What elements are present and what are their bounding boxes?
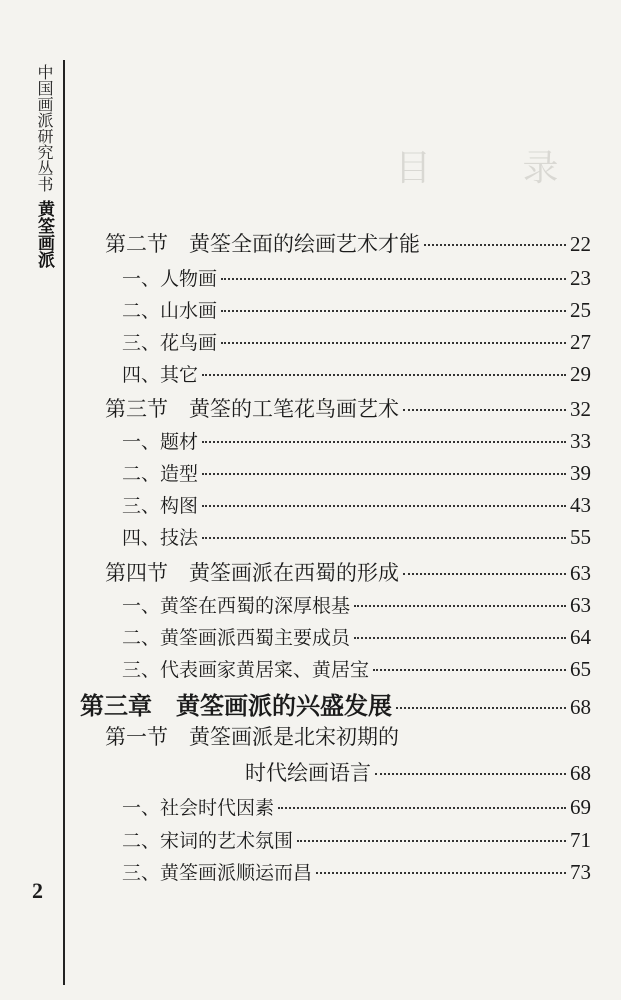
- leader-dots: [403, 572, 566, 575]
- toc-entry: [122, 858, 591, 885]
- toc-entry: [122, 360, 591, 387]
- toc-entry-label: 三、构图: [122, 495, 199, 517]
- page-number: 2: [32, 878, 43, 903]
- leader-dots: [202, 440, 566, 443]
- toc-entry-page: 43: [570, 493, 591, 517]
- toc-entry-label: 第三章 黄筌画派的兴盛发展: [80, 692, 392, 720]
- toc-entry: [122, 459, 591, 486]
- leader-dots: [221, 277, 566, 280]
- toc-entry-label: 四、其它: [122, 364, 199, 386]
- toc-entry: [122, 793, 591, 820]
- leader-dots: [202, 536, 566, 539]
- toc-entry-label: 一、黄筌在西蜀的深厚根基: [122, 595, 351, 617]
- toc-entry: [105, 393, 591, 423]
- leader-dots: [297, 839, 566, 842]
- toc-entry-continuation: [245, 757, 591, 787]
- toc-entry-label: 一、社会时代因素: [122, 797, 275, 819]
- bleed-through-heading: 目 录: [395, 148, 599, 189]
- toc-entry-label: 三、黄筌画派顺运而昌: [122, 862, 313, 884]
- leader-dots: [354, 604, 566, 607]
- leader-dots: [424, 243, 566, 246]
- toc-entry-label: 二、宋词的艺术氛围: [122, 830, 294, 852]
- leader-dots: [221, 309, 566, 312]
- toc-entry: [105, 228, 591, 258]
- toc-entry-page: 68: [570, 695, 591, 719]
- leader-dots: [221, 341, 566, 344]
- toc-entry: [122, 826, 591, 853]
- toc-entry-label: 时代绘画语言: [245, 761, 371, 785]
- toc-entry-page: 65: [570, 657, 591, 681]
- toc-entry: [122, 427, 591, 454]
- toc-entry-page: 68: [570, 761, 591, 785]
- toc-entry: [122, 328, 591, 355]
- toc-entry-label: 三、代表画家黄居寀、黄居宝: [122, 659, 370, 681]
- toc-entry-page: 22: [570, 232, 591, 256]
- toc-entry-label: 二、黄筌画派西蜀主要成员: [122, 627, 351, 649]
- leader-dots: [278, 806, 566, 809]
- toc-entry-label: 第三节 黄筌的工笔花鸟画艺术: [105, 397, 399, 421]
- toc-entry-label: 三、花鸟画: [122, 332, 218, 354]
- toc-entry: [122, 623, 591, 650]
- toc-entry-label: 一、题材: [122, 431, 199, 453]
- toc-entry-label: 第一节 黄筌画派是北宋初期的: [105, 725, 399, 749]
- toc-entry: [122, 523, 591, 550]
- leader-dots: [202, 472, 566, 475]
- toc-entry-page: 33: [570, 429, 591, 453]
- toc-entry-page: 23: [570, 266, 591, 290]
- book-title: 黄筌画派: [34, 200, 54, 268]
- toc-entry-label: 一、人物画: [122, 268, 218, 290]
- series-name: 中国画派研究丛书: [35, 64, 54, 192]
- toc-entry-label: 第四节 黄筌画派在西蜀的形成: [105, 561, 399, 585]
- toc-entry-page: 25: [570, 298, 591, 322]
- leader-dots: [396, 706, 566, 709]
- toc-entry-label: 二、造型: [122, 463, 199, 485]
- toc-entry-label: 第二节 黄筌全面的绘画艺术才能: [105, 232, 420, 256]
- leader-dots: [354, 636, 566, 639]
- leader-dots: [373, 668, 566, 671]
- toc-entry: [105, 721, 399, 751]
- leader-dots: [202, 373, 566, 376]
- toc-entry-label: 四、技法: [122, 527, 199, 549]
- toc-entry-page: 63: [570, 561, 591, 585]
- leader-dots: [403, 408, 566, 411]
- toc-entry-page: 39: [570, 461, 591, 485]
- toc-entry: [122, 591, 591, 618]
- leader-dots: [316, 871, 566, 874]
- toc-entry: [122, 491, 591, 518]
- toc-entry-page: 71: [570, 828, 591, 852]
- toc-entry-page: 27: [570, 330, 591, 354]
- toc-entry-page: 63: [570, 593, 591, 617]
- leader-dots: [375, 772, 566, 775]
- toc-entry-page: 32: [570, 397, 591, 421]
- toc-entry-page: 69: [570, 795, 591, 819]
- toc-entry-label: 二、山水画: [122, 300, 218, 322]
- toc-entry-page: 29: [570, 362, 591, 386]
- toc-entry: [122, 264, 591, 291]
- toc-entry: [122, 655, 591, 682]
- toc-entry-page: 55: [570, 525, 591, 549]
- toc-entry: [122, 296, 591, 323]
- toc-entry-page: 73: [570, 860, 591, 884]
- toc-entry-page: 64: [570, 625, 591, 649]
- leader-dots: [202, 504, 566, 507]
- toc-entry: [105, 557, 591, 587]
- toc-chapter: [80, 686, 591, 721]
